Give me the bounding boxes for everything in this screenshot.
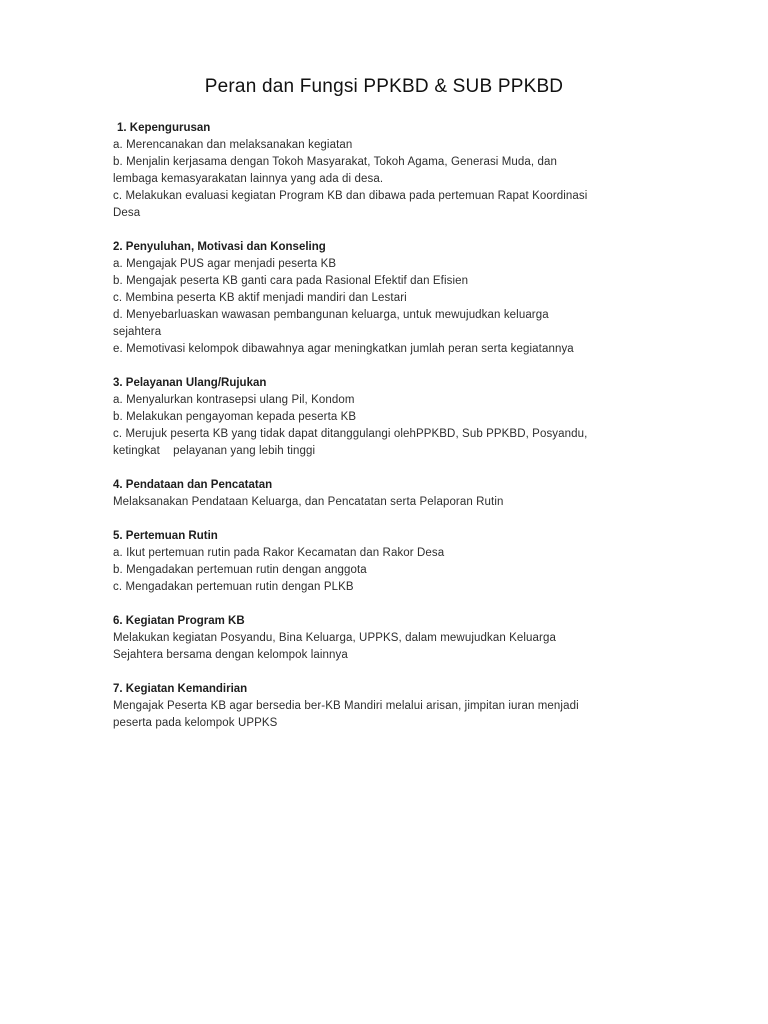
section-line: b. Mengadakan pertemuan rutin dengan anggota (113, 564, 367, 576)
section-line: c. Mengadakan pertemuan rutin dengan PLKB (113, 581, 354, 593)
section-line: Melaksanakan Pendataan Keluarga, dan Pencatatan serta Pelaporan Rutin (113, 496, 504, 508)
section-line: a. Mengajak PUS agar menjadi peserta KB (113, 258, 337, 270)
section-line: e. Memotivasi kelompok dibawahnya agar meningkatkan jumlah peran serta kegiatannya (113, 343, 574, 355)
section-kemandirian (113, 681, 658, 732)
section-line: d. Menyebarluaskan wawasan pembangunan keluarga, untuk mewujudkan keluarga (113, 309, 549, 321)
section-line: Sejahtera bersama dengan kelompok lainnya (113, 649, 348, 661)
section-kegiatan-program (113, 613, 658, 664)
section-line: b. Melakukan pengayoman kepada peserta KB (113, 411, 357, 423)
section-line: b. Menjalin kerjasama dengan Tokoh Masyarakat, Tokoh Agama, Generasi Muda, dan (113, 156, 557, 168)
section-line: c. Membina peserta KB aktif menjadi mandiri dan Lestari (113, 292, 407, 304)
section-pendataan (113, 477, 658, 511)
section-heading: 6. Kegiatan Program KB (113, 615, 245, 627)
section-heading: 5. Pertemuan Rutin (113, 530, 218, 542)
section-line: c. Merujuk peserta KB yang tidak dapat ditanggulangi olehPPKBD, Sub PPKBD, Posyandu, (113, 428, 588, 440)
section-heading: 3. Pelayanan Ulang/Rujukan (113, 377, 267, 389)
section-pelayanan (113, 375, 658, 460)
section-heading: 7. Kegiatan Kemandirian (113, 683, 248, 695)
section-line: Melakukan kegiatan Posyandu, Bina Keluarga, UPPKS, dalam mewujudkan Keluarga (113, 632, 556, 644)
section-penyuluhan (113, 239, 658, 358)
section-line: sejahtera (113, 326, 162, 338)
section-heading: 4. Pendataan dan Pencatatan (113, 479, 273, 491)
section-line: c. Melakukan evaluasi kegiatan Program KB dan dibawa pada pertemuan Rapat Koordinasi (113, 190, 588, 202)
section-line: b. Mengajak peserta KB ganti cara pada Rasional Efektif dan Efisien (113, 275, 469, 287)
section-line: Desa (113, 207, 141, 219)
section-line: a. Menyalurkan kontrasepsi ulang Pil, Kondom (113, 394, 355, 406)
document-title: Peran dan Fungsi PPKBD & SUB PPKBD (204, 76, 564, 97)
section-line: a. Ikut pertemuan rutin pada Rakor Kecamatan dan Rakor Desa (113, 547, 445, 559)
section-kepengurusan (113, 120, 658, 222)
section-line: lembaga kemasyarakatan lainnya yang ada di desa. (113, 173, 384, 185)
document-body (113, 120, 658, 749)
section-heading: 2. Penyuluhan, Motivasi dan Konseling (113, 241, 326, 253)
section-heading: 1. Kepengurusan (117, 122, 211, 134)
section-line: a. Merencanakan dan melaksanakan kegiatan (113, 139, 353, 151)
section-pertemuan (113, 528, 658, 596)
section-line: ketingkat pelayanan yang lebih tinggi (113, 445, 316, 457)
section-line: peserta pada kelompok UPPKS (113, 717, 278, 729)
section-line: Mengajak Peserta KB agar bersedia ber-KB Mandiri melalui arisan, jimpitan iuran menjadi (113, 700, 579, 712)
